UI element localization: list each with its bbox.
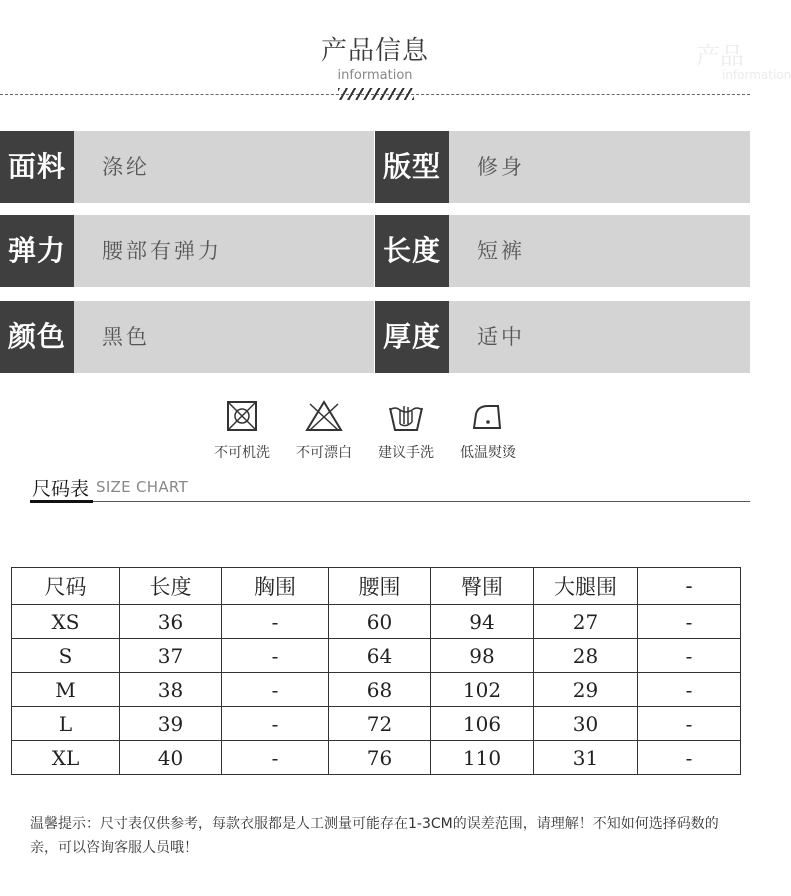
attr-label: 颜色: [0, 301, 74, 373]
table-cell: -: [222, 741, 329, 775]
table-cell: 68: [329, 673, 431, 707]
table-cell: L: [12, 707, 120, 741]
header-cell: 腰围: [329, 568, 431, 605]
size-table: [11, 567, 741, 775]
attr-value: 黑色: [74, 301, 374, 373]
attr-length: [375, 215, 750, 287]
no-machine-wash-icon: [224, 398, 260, 434]
table-cell: 36: [120, 605, 222, 639]
table-cell: 31: [534, 741, 638, 775]
table-cell: 29: [534, 673, 638, 707]
table-cell: 38: [120, 673, 222, 707]
table-cell: -: [638, 639, 741, 673]
header-cell: 尺码: [12, 568, 120, 605]
header-cell: 胸围: [222, 568, 329, 605]
attr-label: 厚度: [375, 301, 449, 373]
size-chart-divider-accent: [30, 500, 93, 503]
care-item-hand-wash: [366, 398, 446, 462]
attr-value: 适中: [449, 301, 750, 373]
table-row: [12, 741, 741, 775]
care-label: 不可漂白: [296, 445, 352, 461]
attr-label: 版型: [375, 131, 449, 203]
attr-label: 长度: [375, 215, 449, 287]
care-label: 不可机洗: [214, 445, 270, 461]
attr-label: 面料: [0, 131, 74, 203]
attr-elasticity: [0, 215, 374, 287]
table-cell: 98: [431, 639, 534, 673]
table-cell: -: [638, 741, 741, 775]
care-label: 低温熨烫: [460, 445, 516, 461]
attr-value: 腰部有弹力: [74, 215, 374, 287]
attr-thickness: [375, 301, 750, 373]
header-cell: -: [638, 568, 741, 605]
attr-value: 涤纶: [74, 131, 374, 203]
section-subtitle: information: [337, 68, 413, 83]
table-cell: -: [222, 639, 329, 673]
table-row: [12, 673, 741, 707]
table-cell: S: [12, 639, 120, 673]
table-cell: -: [638, 707, 741, 741]
table-cell: -: [638, 673, 741, 707]
care-item-no-machine-wash: [202, 398, 282, 462]
size-chart-divider: [30, 501, 750, 502]
table-cell: 28: [534, 639, 638, 673]
table-cell: -: [222, 673, 329, 707]
table-cell: -: [222, 707, 329, 741]
table-cell: -: [222, 605, 329, 639]
header-cell: 大腿围: [534, 568, 638, 605]
table-cell: 30: [534, 707, 638, 741]
attr-label: 弹力: [0, 215, 74, 287]
table-cell: 102: [431, 673, 534, 707]
table-cell: 40: [120, 741, 222, 775]
table-cell: -: [638, 605, 741, 639]
attr-color: [0, 301, 374, 373]
care-label: 建议手洗: [378, 445, 434, 461]
tip-note: 温馨提示：尺寸表仅供参考，每款衣服都是人工测量可能存在1-3CM的误差范围，请理解！不知如何选择码数的亲，可以咨询客服人员哦！: [30, 816, 719, 856]
table-cell: 76: [329, 741, 431, 775]
attr-value: 短裤: [449, 215, 750, 287]
ghost-subtitle: information: [722, 68, 791, 82]
table-cell: 60: [329, 605, 431, 639]
ghost-title: 产品: [696, 42, 744, 70]
table-cell: 110: [431, 741, 534, 775]
table-cell: 72: [329, 707, 431, 741]
header-cell: 臀围: [431, 568, 534, 605]
slash-decoration: [338, 88, 414, 100]
table-row: [12, 707, 741, 741]
table-cell: M: [12, 673, 120, 707]
attr-fit: [375, 131, 750, 203]
section-title: 产品信息: [320, 36, 429, 66]
header-cell: 长度: [120, 568, 222, 605]
table-row: [12, 639, 741, 673]
table-cell: XL: [12, 741, 120, 775]
table-cell: 64: [329, 639, 431, 673]
care-item-no-bleach: [284, 398, 364, 462]
table-cell: 94: [431, 605, 534, 639]
table-cell: 106: [431, 707, 534, 741]
hand-wash-icon: [386, 398, 426, 434]
no-bleach-icon: [304, 398, 344, 434]
table-cell: XS: [12, 605, 120, 639]
attr-fabric: [0, 131, 374, 203]
care-item-low-temp-iron: [448, 398, 528, 462]
table-header-row: [12, 568, 741, 605]
table-cell: 37: [120, 639, 222, 673]
size-chart-title: 尺码表: [32, 478, 90, 500]
table-cell: 39: [120, 707, 222, 741]
table-cell: 27: [534, 605, 638, 639]
attr-value: 修身: [449, 131, 750, 203]
table-row: [12, 605, 741, 639]
size-chart-subtitle: SIZE CHART: [96, 478, 188, 496]
low-temp-iron-icon: [468, 398, 508, 434]
